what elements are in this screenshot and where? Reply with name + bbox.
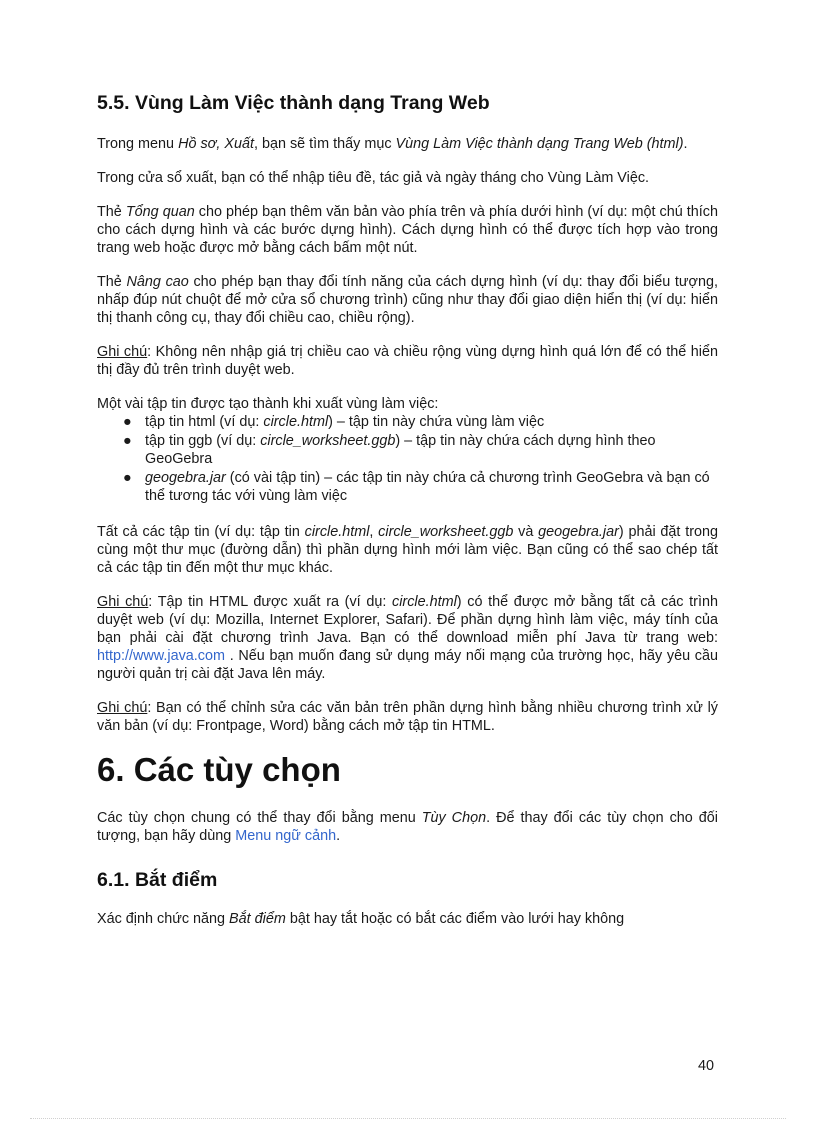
text-run: : Không nên nhập giá trị chiều cao và chiều rộng vùng dựng hình quá lớn để có thể hiển thị đầy đủ trên trình duyệt web.: [97, 344, 718, 378]
list-item: [123, 469, 718, 505]
paragraph-general-tab: [97, 203, 718, 257]
list-item: [123, 413, 718, 431]
italic-filename: circle.html: [304, 524, 370, 540]
note-label: Ghi chú: [97, 344, 148, 360]
text-run: tập tin ggb (ví dụ:: [145, 433, 261, 449]
list-item: [123, 432, 718, 468]
note-label: Ghi chú: [97, 594, 149, 610]
paragraph-same-folder: [97, 523, 718, 577]
text-run: Thẻ: [97, 274, 127, 290]
text-run: . Để thay đổi các tùy chọn cho đối tượng, bạn hãy dùng: [97, 810, 718, 844]
paragraph-menu-export: [97, 135, 718, 153]
italic-filename: circle.html: [263, 414, 329, 430]
text-run: cho phép bạn thay đổi tính năng của cách dựng hình (ví dụ: thay đổi biểu tượng, nhấp đúp nút chuột để mở cửa sổ chương trình) cũng như thay đổi giao diện hiển thị (ví dụ: hiển thị thanh công cụ, thay đổi chiều cao, chiều rộng).: [97, 274, 718, 326]
paragraph-files-intro: Một vài tập tin được tạo thành khi xuất vùng làm việc:: [97, 396, 439, 412]
text-run: bật hay tắt hoặc có bắt các điểm vào lưới hay không: [285, 911, 625, 927]
italic-filename: circle_worksheet.ggb: [378, 524, 514, 540]
text-run: , bạn sẽ tìm thấy mục: [253, 136, 396, 152]
text-run: (có vài tập tin) – các tập tin này chứa cả chương trình GeoGebra và bạn có thể tương tác với vùng làm việc: [145, 470, 710, 504]
paragraph-advanced-tab: [97, 273, 718, 327]
java-link[interactable]: http://www.java.com: [97, 648, 225, 664]
text-run: ) phải đặt trong cùng một thư mục (đường dẫn) thì phần dựng hình mới làm việc. Bạn cũng có thể sao chép tất cả các tập tin đến một thư mục khác.: [97, 524, 718, 576]
italic-filename: geogebra.jar: [538, 524, 619, 540]
bullet-icon: ●: [123, 414, 132, 430]
section-heading-6-1: 6.1. Bắt điểm: [97, 869, 218, 891]
italic-tab-name: Nâng cao: [126, 274, 189, 290]
note-html-java: [97, 593, 718, 683]
italic-filename: geogebra.jar: [145, 470, 226, 486]
text-run: cho phép bạn thêm văn bản vào phía trên và phía dưới hình (ví dụ: một chú thích cho cách dựng hình và các bước dựng hình). Cách dựng hình có thể được tích hợp vào trong trang web hoặc được mở bằng cách bấm một nút.: [97, 204, 719, 256]
text-run: : Tập tin HTML được xuất ra (ví dụ:: [148, 594, 393, 610]
text-run: ) – tập tin này chứa cách dựng hình theo GeoGebra: [145, 433, 656, 467]
text-run: ,: [369, 524, 379, 540]
note-label: Ghi chú: [97, 700, 148, 716]
text-run: Xác định chức năng: [97, 911, 230, 927]
italic-menu-name: Tùy Chọn: [421, 810, 487, 826]
text-run: Các tùy chọn chung có thể thay đổi bằng menu: [97, 810, 422, 826]
italic-filename: circle.html: [392, 594, 457, 610]
text-run: và: [513, 524, 539, 540]
text-run: Tất cả các tập tin (ví dụ: tập tin: [97, 524, 305, 540]
section-heading-5-5: 5.5. Vùng Làm Việc thành dạng Trang Web: [97, 92, 490, 114]
page-number: 40: [698, 1058, 715, 1074]
text-run: : Bạn có thể chỉnh sửa các văn bản trên phần dựng hình bằng nhiều chương trình xử lý văn bản (ví dụ: Frontpage, Word) bằng cách mở tập tin HTML.: [97, 700, 718, 734]
context-menu-link[interactable]: Menu ngữ cảnh: [235, 828, 337, 844]
paragraph-export-window: Trong cửa sổ xuất, bạn có thể nhập tiêu đề, tác giả và ngày tháng cho Vùng Làm Việc.: [97, 170, 650, 186]
text-run: ) có thể được mở bằng tất cả các trình duyệt web (ví dụ: Mozilla, Internet Explorer, Safari). Để phần dựng hình làm việc, máy tính của bạn phải cài đặt chương trình Java. Bạn có thể download miễn phí Java từ trang web:: [97, 594, 718, 646]
text-run: ) – tập tin này chứa vùng làm việc: [328, 414, 545, 430]
note-size-warning: [97, 343, 718, 379]
italic-filename: circle_worksheet.ggb: [260, 433, 396, 449]
chapter-heading-6: 6. Các tùy chọn: [97, 751, 341, 788]
file-list: [97, 413, 718, 505]
text-run: Trong menu: [97, 136, 179, 152]
italic-tab-name: Tổng quan: [125, 204, 195, 220]
page-bottom-divider: [30, 1118, 786, 1119]
text-run: .: [336, 828, 341, 844]
paragraph-options-intro: [97, 809, 718, 845]
italic-feature-name: Bắt điểm: [229, 911, 286, 927]
bullet-icon: ●: [123, 433, 132, 449]
italic-menu-item: Vùng Làm Việc thành dạng Trang Web (html): [395, 136, 684, 152]
paragraph-snap-points: [97, 910, 718, 928]
document-page: [97, 92, 718, 944]
note-edit-text: [97, 699, 718, 735]
bullet-icon: ●: [123, 470, 132, 486]
text-run: tập tin html (ví dụ:: [145, 414, 264, 430]
text-run: . Nếu bạn muốn đang sử dụng máy nối mạng của trường học, hãy yêu cầu người quản trị cài đặt Java lên máy.: [97, 648, 718, 682]
italic-menu-name: Hồ sơ, Xuất: [178, 136, 254, 152]
text-run: .: [683, 136, 688, 152]
text-run: Thẻ: [97, 204, 126, 220]
